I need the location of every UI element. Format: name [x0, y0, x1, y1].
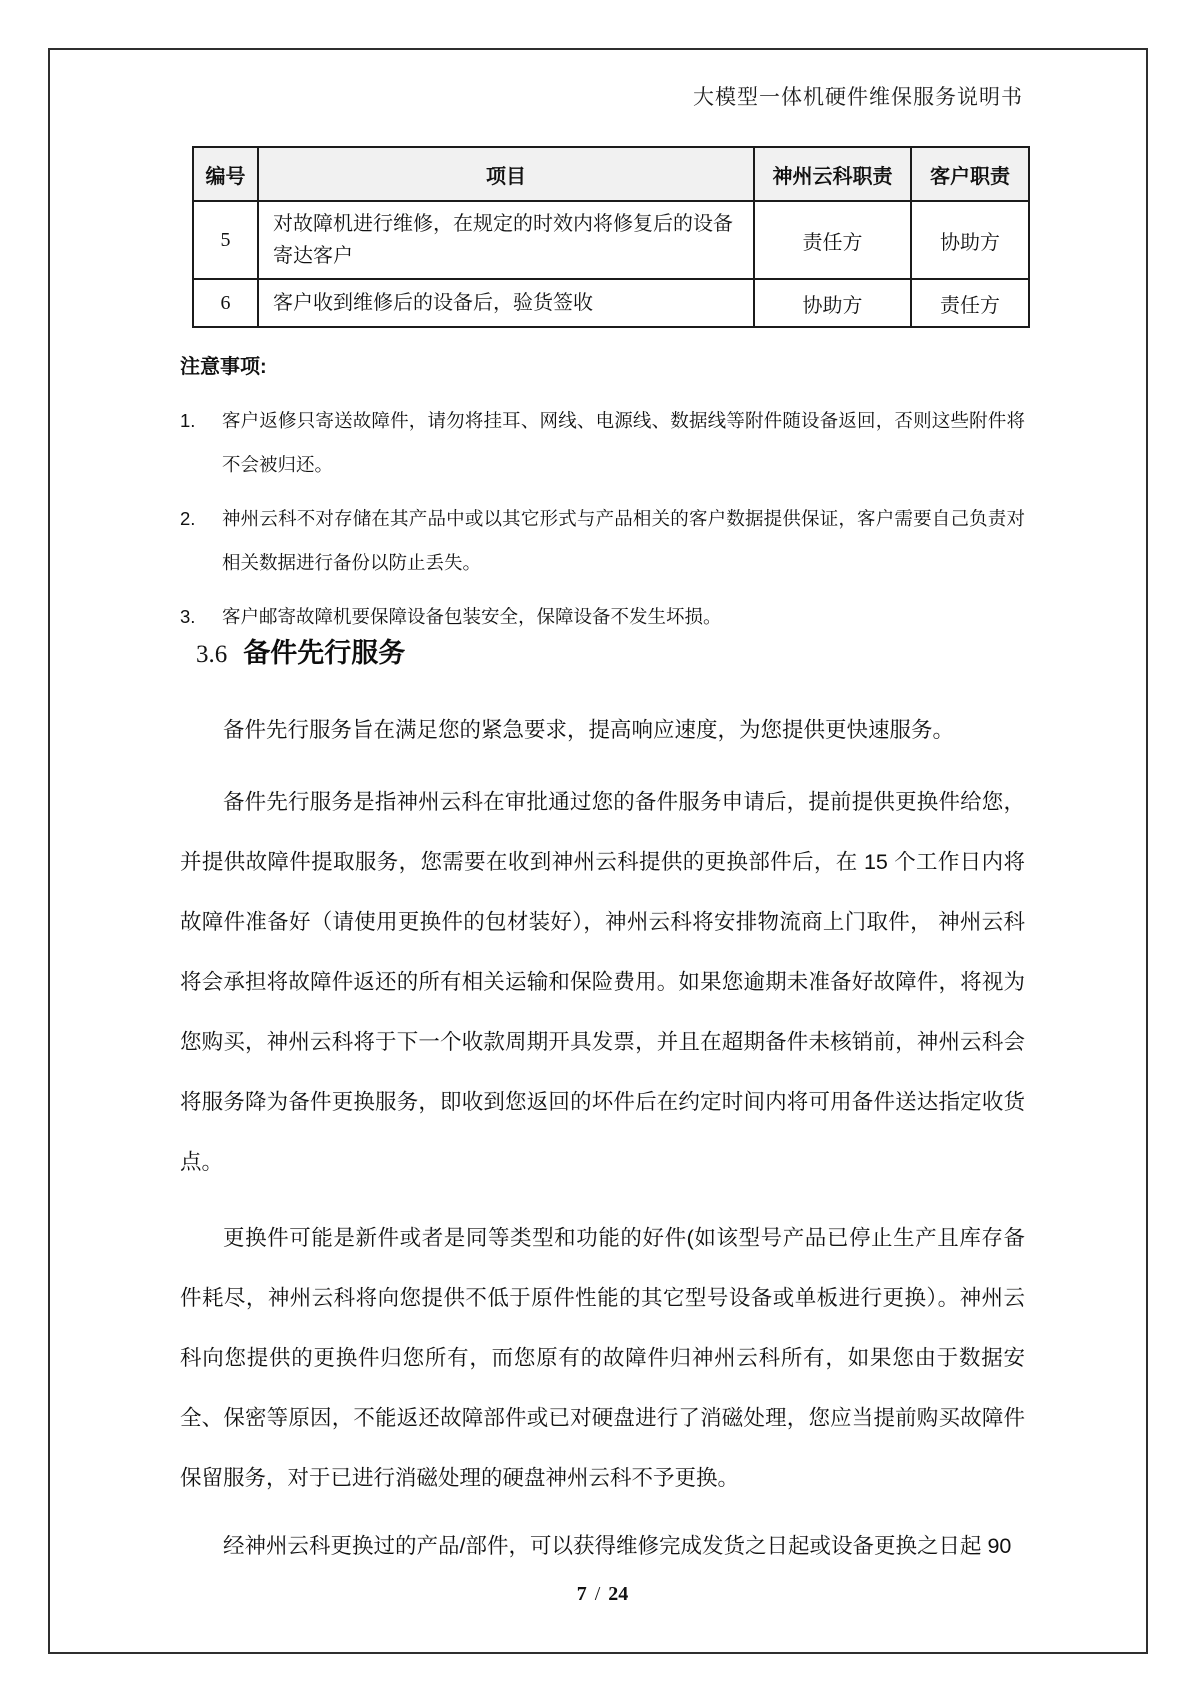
row-number: 6 [193, 279, 258, 327]
section-title: 备件先行服务 [243, 638, 406, 668]
page-footer [180, 1583, 1025, 1606]
page-number-total: 24 [608, 1583, 629, 1605]
table-header-row [193, 147, 1029, 201]
table-header-no: 编号 [193, 147, 258, 201]
list-item-text: 客户返修只寄送故障件，请勿将挂耳、网线、电源线、数据线等附件随设备返回，否则这些附件将不会被归还。 [222, 410, 1025, 475]
list-item-text: 神州云科不对存储在其产品中或以其它形式与产品相关的客户数据提供保证，客户需要自己负责对相关数据进行备份以防止丢失。 [222, 508, 1025, 573]
row-number: 5 [193, 201, 258, 279]
row-customer-role: 责任方 [911, 279, 1029, 327]
page-number-separator: / [594, 1583, 601, 1605]
list-item-number: 3. [180, 606, 196, 627]
table-header-vendor-role: 神州云科职责 [754, 147, 911, 201]
notes-title: 注意事项: [180, 356, 267, 378]
section-number: 3.6 [196, 641, 228, 668]
table-header-item: 项目 [258, 147, 754, 201]
responsibility-table [192, 146, 1030, 328]
section-body [180, 700, 1025, 1576]
paragraph: 备件先行服务旨在满足您的紧急要求，提高响应速度，为您提供更快速服务。 [223, 718, 955, 742]
page-number-current: 7 [576, 1583, 587, 1605]
document-header-title: 大模型一体机硬件维保服务说明书 [693, 85, 1023, 109]
row-item: 客户收到维修后的设备后，验货签收 [258, 279, 754, 327]
table-row [193, 279, 1029, 327]
table-header-customer-role: 客户职责 [911, 147, 1029, 201]
row-item: 对故障机进行维修，在规定的时效内将修复后的设备寄达客户 [258, 201, 754, 279]
notes-section [180, 350, 1025, 649]
table-row [193, 201, 1029, 279]
paragraph: 更换件可能是新件或者是同等类型和功能的好件(如该型号产品已停止生产且库存备件耗尽，神州云科将向您提供不低于原件性能的其它型号设备或单板进行更换）。神州云科向您提供的更换件归您所有，而您原有的故障件归神州云科所有，如果您由于数据安全、保密等原因，不能返还故障部件或已对硬盘进行了消磁处理，您应当提前购买故障件保留服务，对于已进行消磁处理的硬盘神州云科不予更换。 [180, 1226, 1025, 1490]
paragraph: 备件先行服务是指神州云科在审批通过您的备件服务申请后，提前提供更换件给您，并提供故障件提取服务，您需要在收到神州云科提供的更换部件后，在 15 个工作日内将故障件准备好（请使用更换件的包材装好），神州云科将安排物流商上门取件， 神州云科将会承担将故障件返还的所有相关运输和保险费用。如果您逾期未准备好故障件，将视为您购买，神州云科将于下一个收款周期开具发票，并且在超期备件未核销前，神州云科会将服务降为备件更换服务，即收到您返回的坏件后在约定时间内将可用备件送达指定收货点。 [180, 790, 1025, 1174]
section-heading [196, 631, 405, 670]
list-item-text: 客户邮寄故障机要保障设备包装安全，保障设备不发生坏损。 [222, 606, 722, 627]
list-item [180, 497, 1025, 585]
row-vendor-role: 协助方 [754, 279, 911, 327]
row-vendor-role: 责任方 [754, 201, 911, 279]
paragraph: 经神州云科更换过的产品/部件，可以获得维修完成发货之日起或设备更换之日起 90 [223, 1534, 1012, 1558]
list-item-number: 1. [180, 410, 196, 431]
row-customer-role: 协助方 [911, 201, 1029, 279]
list-item-number: 2. [180, 508, 196, 529]
list-item [180, 399, 1025, 487]
